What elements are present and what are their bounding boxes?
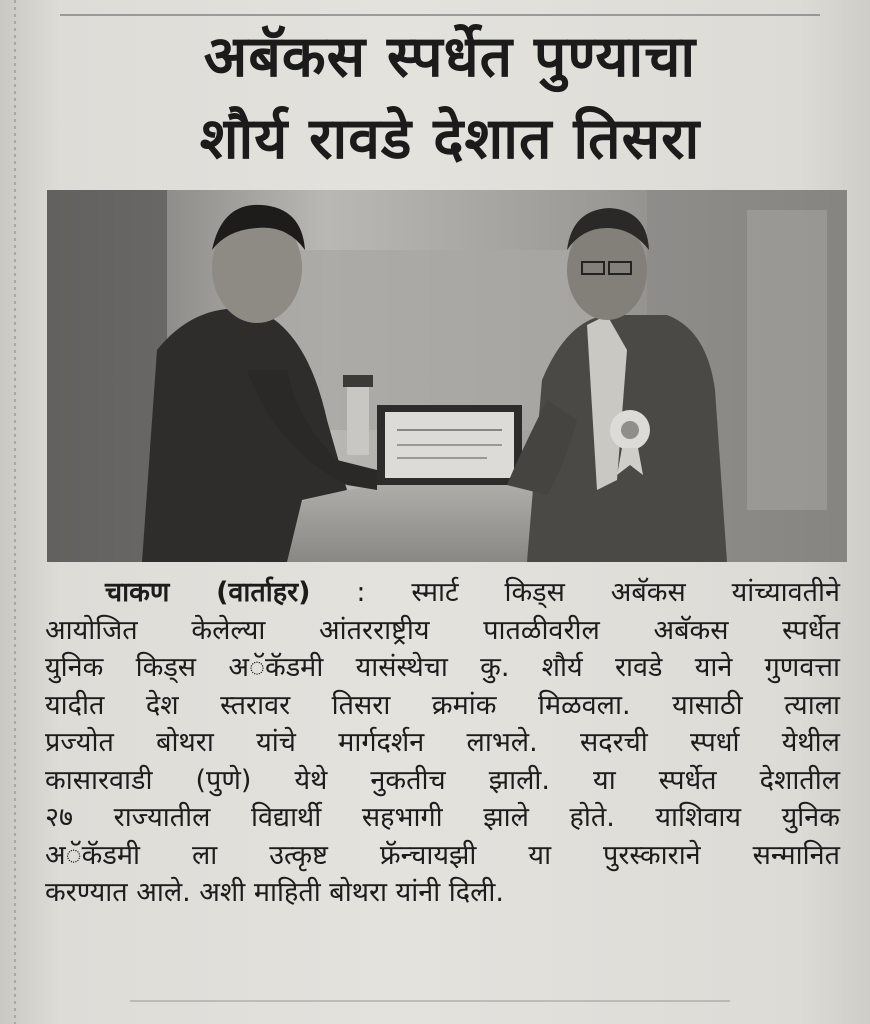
- article-line-5: प्रज्योत बोथरा यांचे मार्गदर्शन लाभले. सदरची स्पर्धा येथील: [45, 727, 840, 758]
- award-ceremony-photo: [47, 190, 847, 562]
- headline-line-2: शौर्य रावडे देशात तिसरा: [199, 106, 701, 172]
- article-line-7: २७ राज्यातील विद्यार्थी सहभागी झाले होते. याशिवाय युनिक: [45, 802, 840, 833]
- article-line-4: यादीत देश स्तरावर तिसरा क्रमांक मिळवला. यासाठी त्याला: [45, 689, 840, 721]
- article-line-9: करण्यात आले. अशी माहिती बोथरा यांनी दिली.: [45, 877, 504, 908]
- article-line-2: आयोजित केलेल्या आंतरराष्ट्रीय पातळीवरील अबॅकस स्पर्धेत: [45, 614, 840, 646]
- article-line-3: युनिक किड्स अॅकॅडमी यासंस्थेचा कु. शौर्य रावडे याने गुणवत्ता: [45, 652, 840, 683]
- dateline: चाकण (वार्ताहर): [105, 577, 311, 608]
- headline-line-1: अबॅकस स्पर्धेत पुण्याचा: [203, 24, 697, 90]
- bottom-rule: [130, 1000, 730, 1022]
- article-body: [45, 574, 840, 912]
- headline: [40, 16, 860, 180]
- article-line-6: कासारवाडी (पुणे) येथे नुकतीच झाली. या स्पर्धेत देशातील: [45, 764, 840, 796]
- news-photo: [47, 190, 847, 562]
- top-rule: [60, 0, 820, 16]
- article-line-1: [45, 574, 840, 612]
- article-line-8: अॅकॅडमी ला उत्कृष्ट फ्रॅन्चायझी या पुरस्काराने सन्मानित: [45, 839, 840, 871]
- article-text-1: स्मार्ट किड्स अबॅकस यांच्यावतीने: [411, 577, 840, 608]
- column-border: [14, 0, 16, 1024]
- dateline-separator: :: [310, 577, 412, 608]
